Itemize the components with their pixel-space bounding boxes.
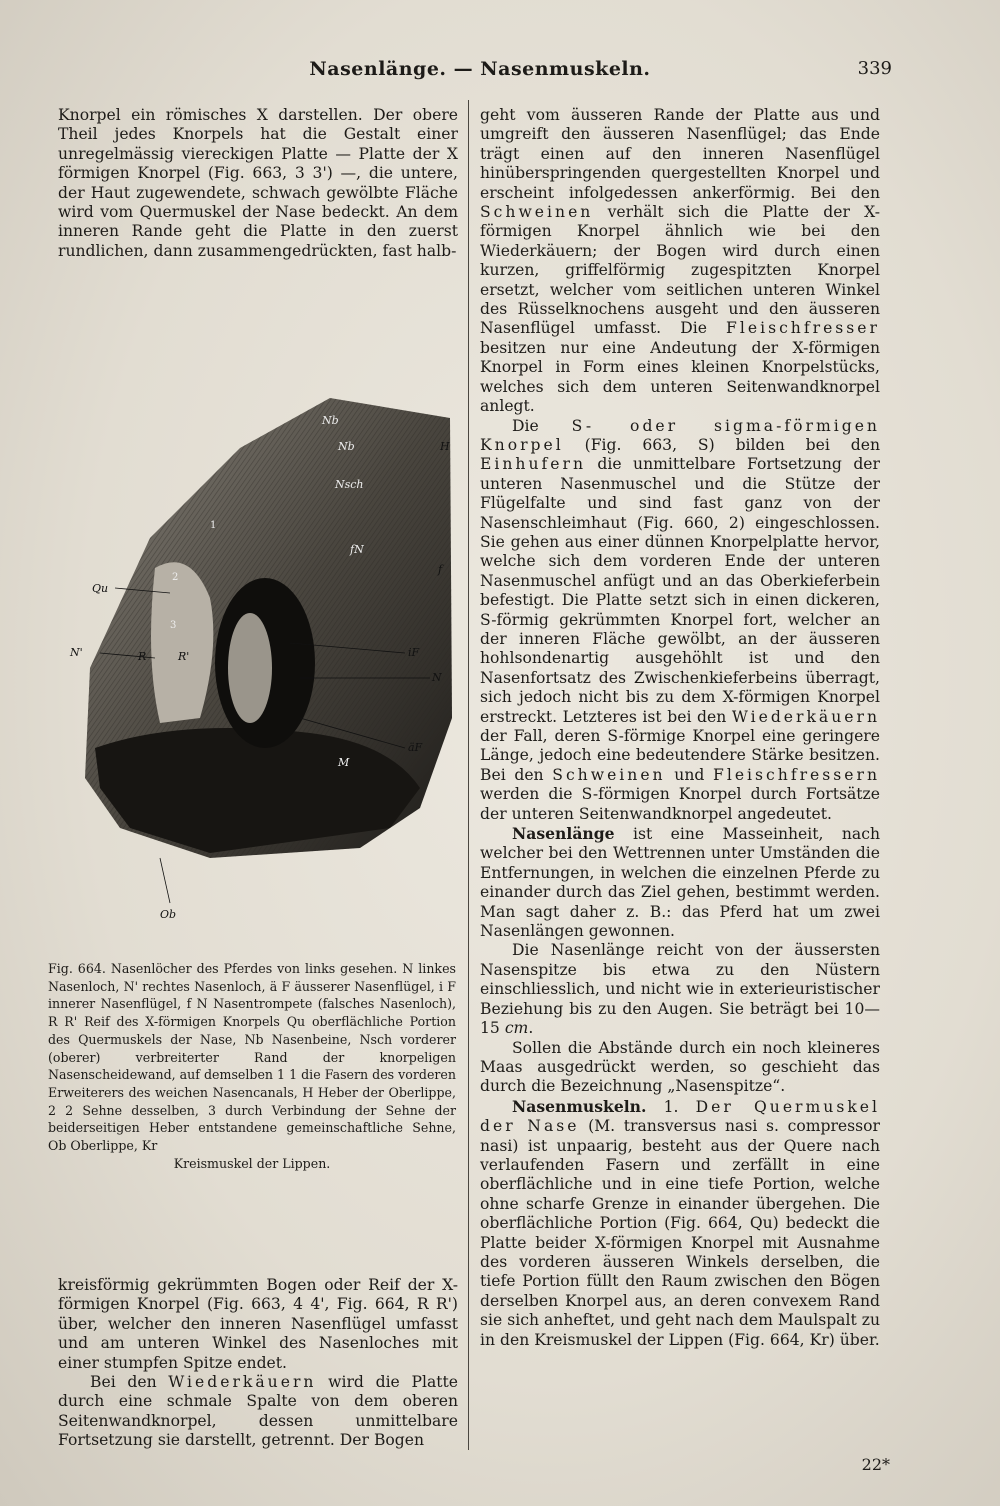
label-if: iF [408, 646, 420, 659]
cartilage-ring [151, 562, 213, 723]
text: geht vom äusseren Rande der Platte aus und umgreift den äusseren Nasenflügel; das Ende trägt einen auf den inneren Nasenflügel hinüberspringenden quergestellten Knorpel und erscheint infolgedessen ankerförmig. Bei den [480, 106, 880, 202]
label-2: 2 [172, 572, 179, 583]
paragraph: kreisförmig gekrümmten Bogen oder Reif der X-förmigen Knorpel (Fig. 663, 4 4', Fig. 664, R R') über, welcher den inneren Nasenflügel umfasst und am unteren Winkel des Nasenloches mit einer stumpfen Spitze endet. [58, 1276, 458, 1372]
caption-text [48, 960, 456, 1155]
label-r: R [138, 650, 147, 663]
text: . [528, 1019, 534, 1038]
label-af: äF [408, 741, 423, 754]
text: der Fall, deren S-förmige Knorpel eine geringere Länge, jedoch eine bedeutendere Stärke besitzen. Bei den [480, 727, 880, 784]
spaced-term: Einhufern [480, 455, 586, 474]
paragraph [480, 417, 880, 825]
spaced-term: Fleischfresser [726, 319, 880, 338]
column-divider [468, 100, 469, 1450]
paragraph: Sollen die Abstände durch ein noch kleineres Maas ausgedrückt werden, so geschieht das durch die Bezeichnung „Nasenspitze“. [480, 1038, 880, 1096]
caption-body: Nasenlöcher des Pferdes von links gesehen. N linkes Nasenloch, N' rechtes Nasenloch, ä F äusserer Nasenflügel, i F innerer Nasenflügel, f N Nasentrompete (falsches Nasenloch), R R' Reif des X-förmigen Knorpels Qu oberflächliche Portion des Quermuskels der Nase, Nb Nasenbeine, Nsch vorderer (oberer) verbreiterter Rand der knorpeligen Nasenscheidewand, auf demselben 1 1 die Fasern des vorderen Erweiterers des weichen Nasencanals, H Heber der Oberlippe, 2 2 Sehne desselben, 3 durch Verbindung der Sehne der beiderseitigen Heber entstandene gemeinschaftliche Sehne, Ob Oberlippe, Kr [48, 961, 456, 1154]
label-r-prime: R' [178, 650, 190, 663]
running-title: Nasenlänge. — Nasenmuskeln. [309, 58, 651, 80]
unit: cm [504, 1019, 529, 1038]
label-nb-2: Nb [338, 440, 355, 453]
spaced-term: Wiederkäuern [168, 1373, 317, 1392]
paragraph [480, 106, 880, 417]
label-3: 3 [170, 620, 177, 631]
label-n-prime: N' [70, 646, 83, 659]
text: Bei den [90, 1373, 169, 1392]
text: (Fig. 663, S) bilden bei den [563, 435, 880, 454]
label-nb-1: Nb [322, 414, 339, 427]
nostril-engraving [60, 388, 460, 948]
text: ist eine Masseinheit, nach welcher bei den Wettrennen unter Umständen die Entfernungen, in welchen die einzelnen Pferde zu einander durch das Ziel gehen, bestimmt werden. Man sagt daher z. B.: das Pferd hat um zwei Nasenlängen gewonnen. [480, 825, 880, 941]
spaced-term: Der Quermuskel der Nase [480, 1097, 880, 1136]
text: die unmittelbare Fortsetzung der unteren Nasenmuschel und die Stütze der Flügelfalte und sind fast ganz von der Nasenschleimhaut (Fig. 660, 2) eingeschlossen. Sie gehen aus einer dünnen Knorpelplatte hervor, welche sich dem vorderen Ende der unteren Nasenmuschel anfügt und an das Oberkieferbein befestigt. Die Platte setzt sich in einen dickeren, S-förmig gekrümmten Knorpel fort, welcher an der inneren Fläche gewölbt, an der äusseren hohlsondenartig ausgehöhlt ist und den Nasenfortsatz des Zwischenkieferbeins überragt, sich jedoch nicht bis zu dem X-förmigen Knorpel erstreckt. Letzteres ist bei den [480, 455, 880, 726]
entry-heading: Nasenlänge [512, 824, 615, 844]
paragraph [480, 824, 880, 941]
text: wird die Platte durch eine schmale Spalte von dem oberen Seitenwandknorpel, dessen unmittelbare Fortsetzung sie darstellt, getrennt. Der Bogen [58, 1373, 458, 1450]
left-column-bottom [58, 1276, 458, 1451]
label-nsch: Nsch [335, 478, 364, 491]
page-number: 339 [857, 58, 892, 79]
label-1: 1 [210, 520, 217, 531]
label-ob: Ob [160, 908, 177, 921]
printer-signature: 22* [861, 1455, 890, 1474]
label-h: H [440, 440, 450, 453]
spaced-term: Schweinen [480, 203, 594, 222]
text: Die Nasenlänge reicht von der äussersten Nasenspitze bis etwa zu den Nüstern einschliesslich, und nicht wie in exterieuristischer Beziehung bis zu den Augen. Sie beträgt bei 10—15 [480, 941, 880, 1038]
label-f: f [438, 563, 443, 576]
text: verhält sich die Platte der X-förmigen Knorpel ähnlich wie bei den Wiederkäuern; der Bogen wird durch einen kurzen, griffelförmig zugespitzten Knorpel ersetzt, welcher vom seitlichen unteren Winkel des Rüsselknochens ausgeht und den äusseren Nasenflügel umfasst. Die [480, 203, 880, 338]
spaced-term: Fleischfressern [713, 765, 881, 784]
right-column [480, 106, 880, 1350]
spaced-term: S- oder sigma-förmigen Knorpel [480, 416, 880, 454]
caption-last-line: Kreismuskel der Lippen. [173, 1155, 331, 1171]
paragraph: Knorpel ein römisches X darstellen. Der obere Theil jedes Knorpels hat die Gestalt einer unregelmässig viereckigen Platte — Platte der X förmigen Knorpel (Fig. 663, 3 3') —, die untere, der Haut zugewendete, schwach gewölbte Fläche wird vom Quermuskel der Nase bedeckt. An dem inneren Rande geht die Platte in den zuerst rundlichen, dann zusammengedrückten, fast halb- [58, 106, 458, 260]
text: 1. [646, 1097, 696, 1116]
label-m: M [338, 756, 350, 769]
figure-caption [48, 960, 456, 1172]
figure-horse-nostrils [60, 388, 460, 948]
paragraph [480, 941, 880, 1038]
paragraph [480, 1097, 880, 1350]
text: und [665, 765, 714, 784]
inner-wing [228, 613, 272, 723]
text: Die [512, 416, 572, 435]
left-column-top [58, 106, 458, 261]
text: (M. transversus nasi s. compressor nasi) ist unpaarig, besteht aus der Quere nach verlaufenden Fasern und zerfällt in eine oberflächliche und in eine tiefe Portion, welche ohne scharfe Grenze in einander übergehen. Die oberflächliche Portion (Fig. 664, Qu) bedeckt die Platte beider X-förmigen Knorpel mit Ausnahme des vorderen äusseren Winkels derselben, die tiefe Portion füllt den Raum zwischen den Bögen derselben Knorpel aus, an deren convexem Rand sie sich anheftet, und geht nach dem Maulspalt zu in den Kreismuskel der Lippen (Fig. 664, Kr) über. [480, 1117, 880, 1349]
text: werden die S-förmigen Knorpel durch Fortsätze der unteren Seitenwandknorpel angedeutet. [480, 785, 880, 823]
spaced-term: Schweinen [552, 765, 666, 784]
text: besitzen nur eine Andeutung der X-förmigen Knorpel in Form eines kleinen Knorpelstücks, welches sich dem unteren Seitenwandknorpel anlegt. [480, 338, 880, 416]
spaced-term: Wiederkäuern [731, 707, 880, 726]
label-n: N [432, 671, 442, 684]
paragraph [58, 1373, 458, 1451]
caption-fig-number: Fig. 664. [48, 961, 106, 976]
label-fn: fN [350, 543, 364, 556]
entry-heading: Nasenmuskeln. [512, 1096, 647, 1116]
label-qu: Qu [92, 582, 109, 595]
